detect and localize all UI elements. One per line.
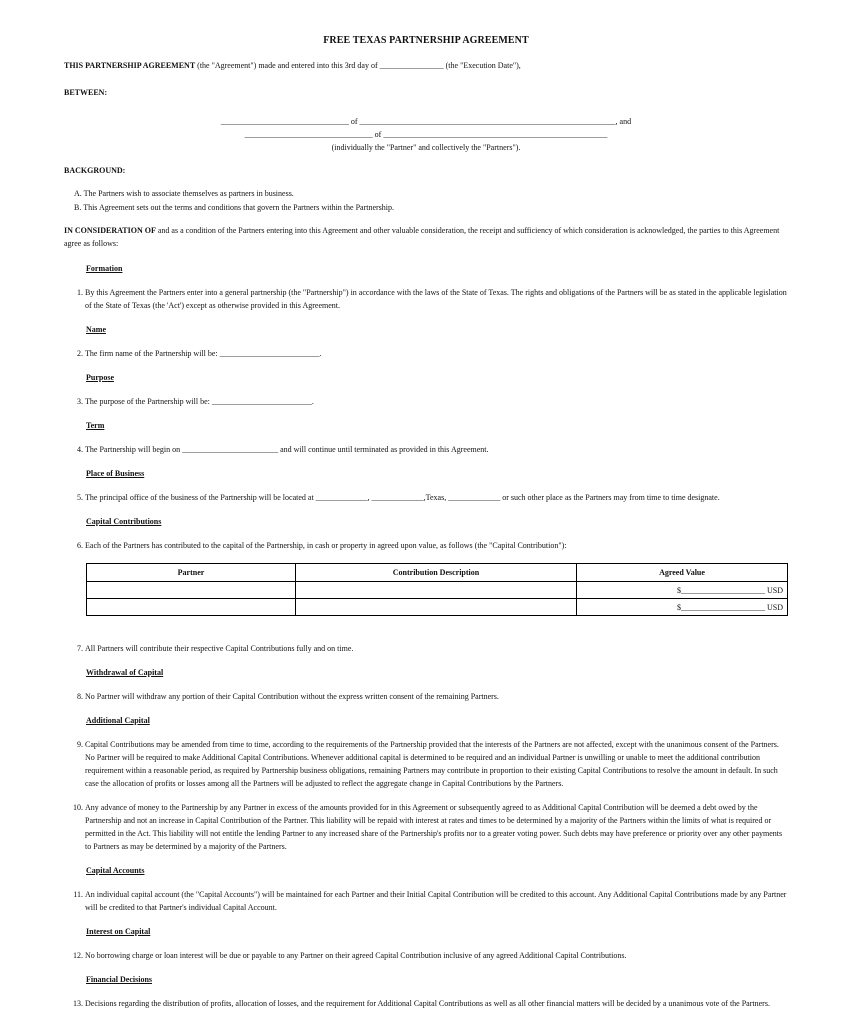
clause-13 — [64, 997, 788, 1010]
clause-6 — [64, 539, 788, 552]
parties-block — [64, 115, 788, 154]
clause-number: 11. — [73, 890, 83, 899]
clause-number: 4. — [77, 445, 83, 454]
clause-4 — [64, 443, 788, 456]
clause-9 — [64, 738, 788, 790]
description-cell[interactable] — [296, 599, 577, 616]
clause-10 — [64, 801, 788, 853]
party-line-1[interactable]: ________________________________ of ________________________________________________________________, and — [220, 117, 632, 126]
heading-capital-accounts: Capital Accounts — [86, 866, 145, 875]
intro-lead: THIS PARTNERSHIP AGREEMENT — [64, 61, 196, 70]
clause-8 — [64, 690, 788, 703]
clause-11 — [64, 888, 788, 914]
spacer — [64, 616, 788, 642]
clause-text[interactable]: The Partnership will begin on ________________________ and will continue until terminated as provided in this Agreement. — [85, 445, 489, 454]
clause-number: 5. — [77, 493, 83, 502]
capital-contribution-table — [86, 563, 788, 616]
partner-cell[interactable] — [87, 582, 296, 599]
clause-text: Each of the Partners has contributed to the capital of the Partnership, in cash or property in agreed upon value, as follows (the "Capital Contribution"): — [85, 541, 567, 550]
clause-number: 9. — [77, 740, 83, 749]
heading-place-of-business: Place of Business — [86, 469, 145, 478]
description-cell[interactable] — [296, 582, 577, 599]
table-row — [87, 599, 788, 616]
clause-text: An individual capital account (the "Capital Accounts") will be maintained for each Partner and their Initial Capital Contribution will be credited to this account. Any Additional Capital Contributions made by any Partner will be credited to that Partner's individual Capital Account. — [85, 890, 787, 912]
party-line-2[interactable]: ________________________________ of ________________________________________________________ — [244, 130, 608, 139]
clause-number: 13. — [73, 999, 83, 1008]
column-header-partner: Partner — [87, 564, 296, 582]
heading-purpose: Purpose — [86, 373, 114, 382]
table-header-row — [87, 564, 788, 582]
clause-text[interactable]: The purpose of the Partnership will be: _________________________. — [85, 397, 314, 406]
background-list — [64, 187, 788, 214]
clause-text: All Partners will contribute their respective Capital Contributions fully and on time. — [85, 644, 354, 653]
clause-text: Capital Contributions may be amended from time to time, according to the requirements of the Partnership provided that the interests of the Partners are not affected, except with the unanimous consent of the Partners. No Partner will be required to make Additional Capital Contributions. Whenever additional capital is determined to be required and an individual Partner is unwilling or unable to meet the additional contribution requirement within a reasonable period, as required by Partnership business obligations, remaining Partners may contribute in proportion to their existing Capital Contributions to resolve the amount in default. In such case the allocation of profits or losses among all the Partners will be adjusted to reflect the aggregate change in Capital Contributions by the Partners. — [85, 740, 779, 788]
clause-number: 10. — [73, 803, 83, 812]
heading-additional-capital: Additional Capital — [86, 716, 150, 725]
heading-capital-contributions: Capital Contributions — [86, 517, 162, 526]
intro-text-1: (the "Agreement") made and entered into this 3rd day of — [195, 61, 380, 70]
document-title: FREE TEXAS PARTNERSHIP AGREEMENT — [323, 35, 529, 46]
clause-number: 12. — [73, 951, 83, 960]
agreement-document — [64, 30, 788, 1021]
clause-text: Any advance of money to the Partnership by any Partner in excess of the amounts provided for in this Agreement or subsequently agreed to as Additional Capital Contribution will be deemed a debt owed by the Partnership and not an increase in Capital Contribution of the Partner. This liability will be repaid with interest at rates and times to be determined by a majority of the Partners within the limits of what is required or permitted in the Act. This liability will not entitle the lending Partner to any increased share of the Partnership's profits nor to a greater voting power. Such debts may have preference or priority over any other payments to Partners as may be determined by a majority of the Partners. — [85, 803, 783, 851]
intro-paragraph — [64, 59, 788, 72]
clause-12 — [64, 949, 788, 962]
consideration-text: and as a condition of the Partners entering into this Agreement and other valuable consideration, the receipt and sufficiency of which consideration is acknowledged, the parties to this Agreement agree as follows: — [64, 226, 780, 248]
execution-date-blank[interactable]: ________________ — [379, 61, 444, 70]
clause-text: Decisions regarding the distribution of profits, allocation of losses, and the requirement for Additional Capital Contributions as well as all other financial matters will be decided by a unanimous vote of the Partners. — [85, 999, 770, 1008]
background-item: A. The Partners wish to associate themselves as partners in business. — [74, 189, 294, 198]
clause-text: No Partner will withdraw any portion of their Capital Contribution without the express written consent of the remaining Partners. — [85, 692, 499, 701]
clause-text[interactable]: The firm name of the Partnership will be: _________________________. — [85, 349, 322, 358]
consideration-paragraph — [64, 224, 788, 250]
heading-name: Name — [86, 325, 106, 334]
clause-number: 6. — [77, 541, 83, 550]
clause-5 — [64, 491, 788, 504]
clause-number: 2. — [77, 349, 83, 358]
agreed-value-cell[interactable]: $_____________________ USD — [577, 582, 788, 599]
clause-number: 3. — [77, 397, 83, 406]
heading-financial-decisions: Financial Decisions — [86, 975, 153, 984]
background-label: BACKGROUND: — [64, 166, 126, 175]
clause-2 — [64, 347, 788, 360]
consideration-lead: IN CONSIDERATION OF — [64, 226, 156, 235]
clause-number: 8. — [77, 692, 83, 701]
clause-number: 1. — [77, 288, 83, 297]
background-item: B. This Agreement sets out the terms and conditions that govern the Partners within the Partnership. — [74, 203, 395, 212]
column-header-agreed-value: Agreed Value — [577, 564, 788, 582]
table-row — [87, 582, 788, 599]
heading-interest-on-capital: Interest on Capital — [86, 927, 151, 936]
agreed-value-cell[interactable]: $_____________________ USD — [577, 599, 788, 616]
clause-number: 7. — [77, 644, 83, 653]
intro-text-2: (the "Execution Date"), — [443, 61, 521, 70]
heading-formation: Formation — [86, 264, 123, 273]
partner-cell[interactable] — [87, 599, 296, 616]
parties-definition: (individually the "Partner" and collectively the "Partners"). — [331, 143, 521, 152]
clause-7 — [64, 642, 788, 655]
between-label: BETWEEN: — [64, 88, 108, 97]
heading-term: Term — [86, 421, 105, 430]
clause-3 — [64, 395, 788, 408]
clause-1 — [64, 286, 788, 312]
clause-text: No borrowing charge or loan interest will be due or payable to any Partner on their agreed Capital Contribution inclusive of any agreed Additional Capital Contributions. — [85, 951, 627, 960]
clause-text[interactable]: The principal office of the business of the Partnership will be located at _____________, _____________,Texas, _____________ or such other place as the Partners may from time to time designate. — [85, 493, 720, 502]
clause-text: By this Agreement the Partners enter into a general partnership (the "Partnership") in accordance with the laws of the State of Texas. The rights and obligations of the Partners will be as stated in the applicable legislation of the State of Texas (the 'Act') except as otherwise provided in this Agreement. — [85, 288, 787, 310]
column-header-description: Contribution Description — [296, 564, 577, 582]
heading-withdrawal-of-capital: Withdrawal of Capital — [86, 668, 164, 677]
